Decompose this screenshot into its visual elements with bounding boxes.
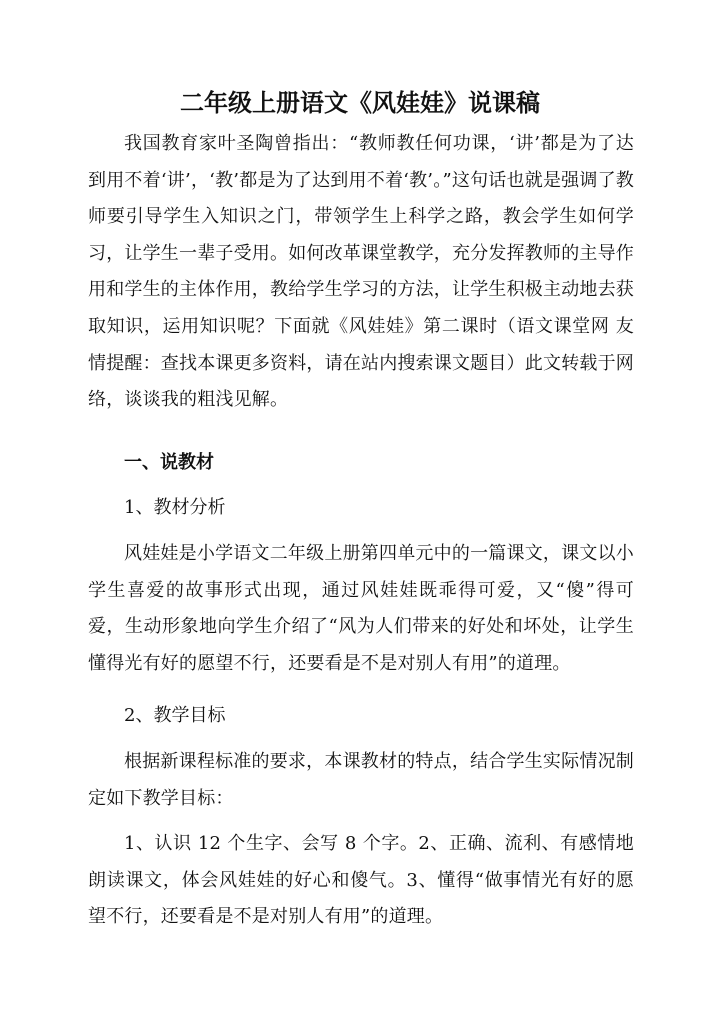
textbook-analysis-paragraph: 风娃娃是小学语文二年级上册第四单元中的一篇课文，课文以小学生喜爱的故事形式出现，通过风娃娃既乖得可爱，又“傻”得可爱，生动形象地向学生介绍了“风为人们带来的好处和坏处，让学生懂得光有好的愿望不行，还要看是不是对别人有用”的道理。 <box>88 543 634 674</box>
teaching-goals-intro-paragraph: 根据新课程标准的要求，本课教材的特点，结合学生实际情况制定如下教学目标： <box>88 751 634 809</box>
subheading-teaching-goals: 2、教学目标 <box>124 705 226 726</box>
section-heading-textbook: 一、说教材 <box>124 452 214 473</box>
document-title: 二年级上册语文《风娃娃》说课稿 <box>180 88 540 117</box>
teaching-goals-list-paragraph: 1、认识 12 个生字、会写 8 个字。2、正确、流利、有感情地朗读课文，体会风娃娃的好心和傻气。3、懂得“做事情光有好的愿望不行，还要看是不是对别人有用”的道理。 <box>88 833 634 928</box>
subheading-textbook-analysis: 1、教材分析 <box>124 497 226 518</box>
intro-paragraph: 我国教育家叶圣陶曾指出：“教师教任何功课，‘讲’都是为了达到用不着‘讲’，‘教’都是为了达到用不着‘教’。”这句话也就是强调了教师要引导学生入知识之门，带领学生上科学之路，教会学生如何学习，让学生一辈子受用。如何改革课堂教学，充分发挥教师的主导作用和学生的主体作用，教给学生学习的方法，让学生积极主动地去获取知识，运用知识呢？下面就《风娃娃》第二课时（语文课堂网 友情提醒：查找本课更多资料，请在站内搜索课文题目）此文转载于网络，谈谈我的粗浅见解。 <box>88 133 634 411</box>
